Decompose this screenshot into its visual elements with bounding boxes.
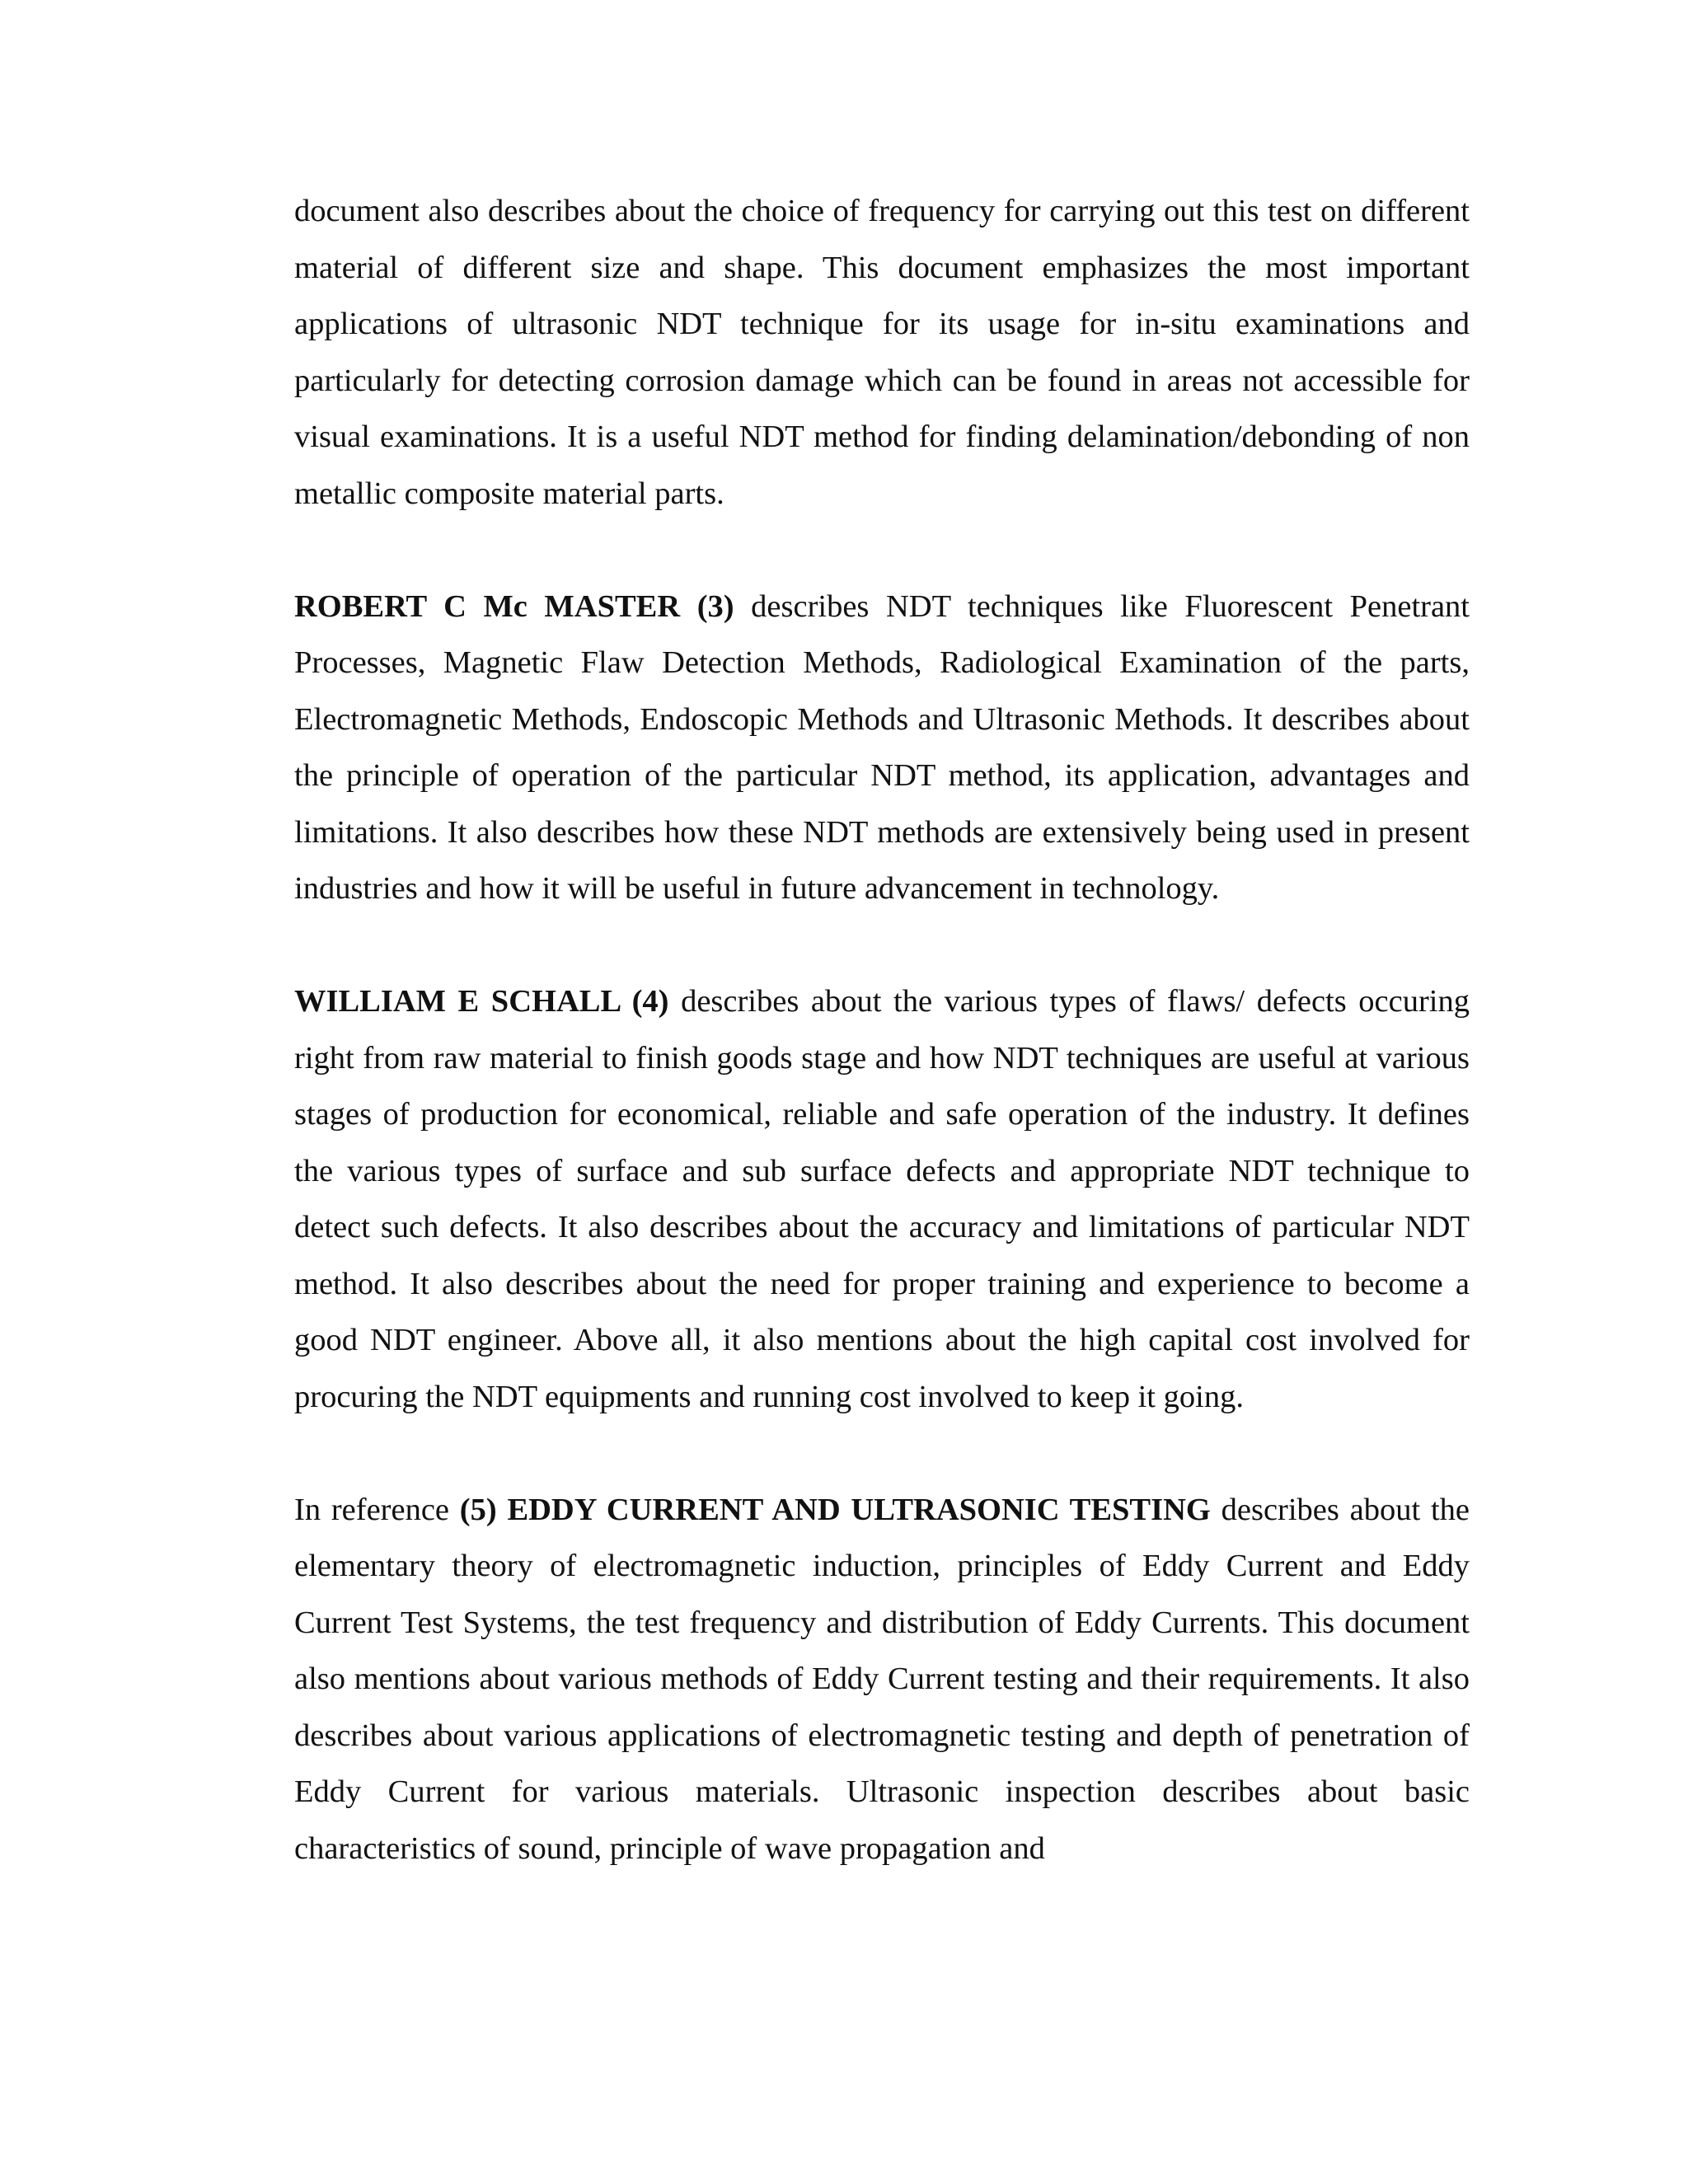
document-body xyxy=(294,183,1470,1877)
paragraph-william-schall xyxy=(294,973,1470,1425)
paragraph-robert-mcmaster xyxy=(294,579,1470,917)
reference-author: WILLIAM E SCHALL (4) xyxy=(294,984,669,1019)
paragraph-text: document also describes about the choice of frequency for carrying out this test on different material of different size and shape. This document emphasizes the most important applications of ultrasonic NDT technique for its usage for in-situ examinations and particularly for detecting corrosion damage which can be found in areas not accessible for visual examinations. It is a useful NDT method for finding delamination/debonding of non metallic composite material parts. xyxy=(294,194,1470,511)
paragraph-text: describes NDT techniques like Fluorescent Penetrant Processes, Magnetic Flaw Detection Methods, Radiological Examination of the parts, Electromagnetic Methods, Endoscopic Methods and Ultrasonic Methods. It describes about the principle of operation of the particular NDT method, its application, advantages and limitations. It also describes how these NDT methods are extensively being used in present industries and how it will be useful in future advancement in technology. xyxy=(294,588,1470,906)
paragraph-continuation xyxy=(294,183,1470,522)
paragraph-text: describes about the various types of flaws/ defects occuring right from raw material to finish goods stage and how NDT techniques are useful at various stages of production for economical, reliable and safe operation of the industry. It defines the various types of surface and sub surface defects and appropriate NDT technique to detect such defects. It also describes about the accuracy and limitations of particular NDT method. It also describes about the need for proper training and experience to become a good NDT engineer. Above all, it also mentions about the high capital cost involved for procuring the NDT equipments and running cost involved to keep it going. xyxy=(294,984,1470,1414)
reference-author: ROBERT C Mc MASTER (3) xyxy=(294,588,734,624)
reference-title: (5) EDDY CURRENT AND ULTRASONIC TESTING xyxy=(459,1492,1211,1527)
paragraph-lead: In reference xyxy=(294,1492,460,1527)
paragraph-eddy-current-reference xyxy=(294,1482,1470,1877)
paragraph-text: describes about the elementary theory of electromagnetic induction, principles of Eddy Current and Eddy Current Test Systems, the test frequency and distribution of Eddy Currents. This document also mentions about various methods of Eddy Current testing and their requirements. It also describes about various applications of electromagnetic testing and depth of penetration of Eddy Current for various materials. Ultrasonic inspection describes about basic characteristics of sound, principle of wave propagation and xyxy=(294,1492,1470,1866)
